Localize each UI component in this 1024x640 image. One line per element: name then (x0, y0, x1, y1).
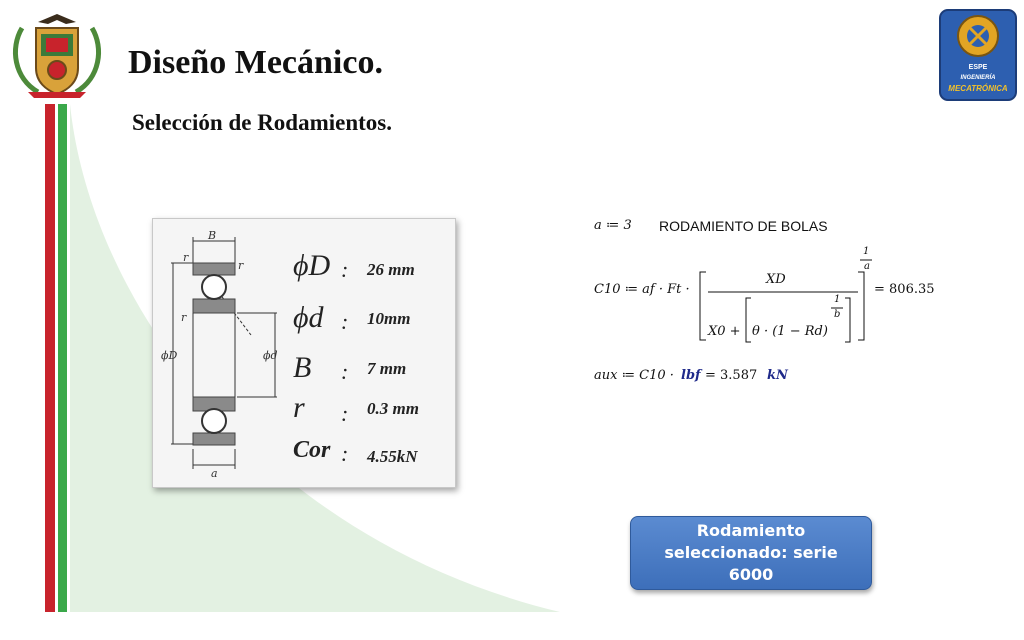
radius-value: 0.3 mm (367, 399, 419, 418)
svg-text:a: a (211, 467, 218, 480)
c10-lhs: C10 ≔ af · Ft · (594, 282, 690, 297)
c10-inner-term: θ · (1 − Rd) (752, 324, 828, 339)
svg-text:ϕd: ϕd (263, 349, 278, 362)
c10-denominator-lead: X0 + (708, 324, 741, 339)
inner-diameter-symbol: ϕd (293, 301, 324, 334)
svg-text:MECATRÓNICA: MECATRÓNICA (948, 84, 1008, 93)
svg-text:r: r (183, 251, 189, 264)
green-stripe (58, 104, 67, 612)
svg-text:INGENIERÍA: INGENIERÍA (960, 75, 996, 81)
university-crest-logo (8, 8, 106, 100)
page-subtitle: Selección de Rodamientos. (132, 110, 393, 135)
width-value: 7 mm (367, 359, 407, 378)
spec-colon: : (341, 257, 349, 282)
radius-symbol: r (293, 391, 305, 424)
unit-kn: kN (767, 368, 788, 383)
svg-text:r: r (238, 259, 244, 272)
page-title: Diseño Mecánico. (128, 44, 383, 81)
width-symbol: B (293, 351, 312, 384)
outer-exponent-den: a (864, 261, 870, 272)
aux-result: = 3.587 (705, 368, 758, 383)
svg-text:B: B (208, 229, 217, 242)
spec-colon: : (341, 401, 349, 426)
bearing-cross-section-diagram (153, 219, 283, 487)
spec-colon: : (341, 309, 349, 334)
right-paren-outer (854, 270, 870, 342)
static-load-value: 4.55kN (367, 447, 418, 466)
fraction-bar (708, 291, 858, 293)
spec-colon: : (341, 359, 349, 384)
svg-text:ϕD: ϕD (161, 349, 178, 362)
a-assignment: a ≔ 3 (594, 218, 632, 233)
inner-diameter-value: 10mm (367, 309, 411, 328)
red-stripe (45, 104, 55, 612)
selected-bearing-button[interactable]: Rodamiento seleccionado: serie 6000 (630, 516, 872, 590)
c10-result: = 806.35 (874, 282, 935, 297)
c10-numerator: XD (766, 272, 786, 287)
inner-exponent-num: 1 (834, 294, 841, 305)
inner-exponent-den: b (834, 309, 841, 320)
spec-colon: : (341, 441, 349, 466)
unit-lbf: lbf (681, 368, 701, 383)
bearing-spec-card (152, 218, 456, 488)
right-paren-inner (842, 296, 854, 344)
static-load-symbol: Cor (293, 437, 331, 463)
outer-diameter-symbol: ϕD (293, 249, 331, 282)
svg-text:ESPE: ESPE (968, 64, 988, 71)
outer-diameter-value: 26 mm (367, 260, 415, 279)
espe-mecatronica-logo (938, 6, 1018, 104)
bearing-type-label: RODAMIENTO DE BOLAS (659, 218, 828, 234)
outer-exponent-num: 1 (863, 246, 870, 257)
svg-text:r: r (181, 311, 187, 324)
aux-lhs: aux ≔ C10 · (594, 368, 674, 383)
